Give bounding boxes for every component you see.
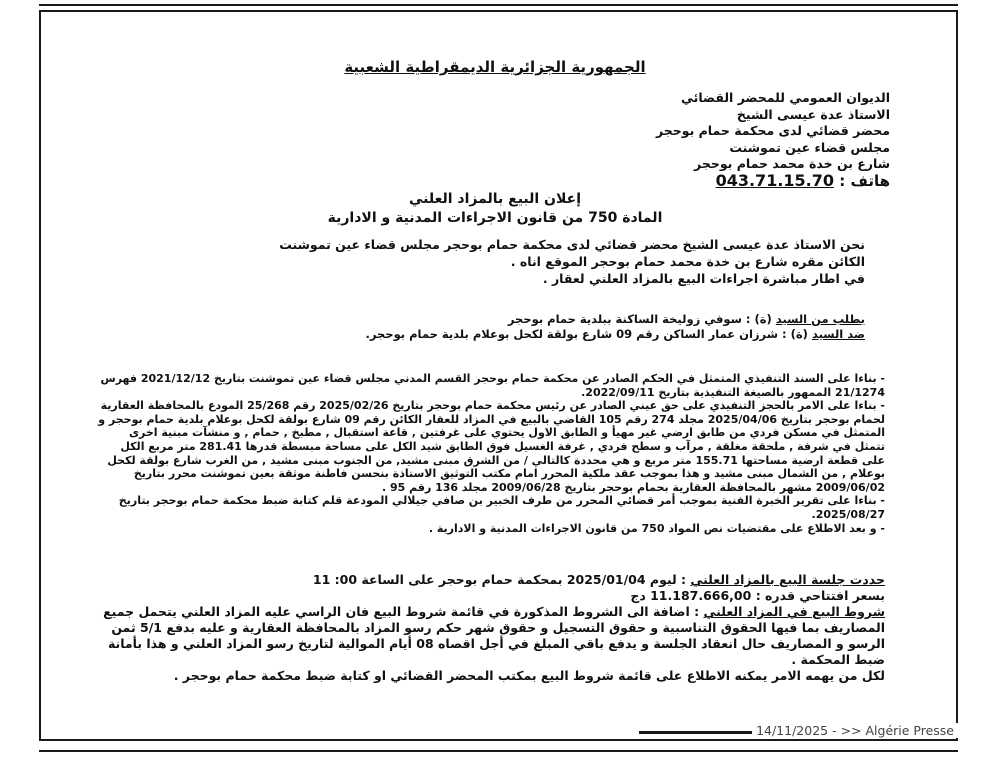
legal-basis-section <box>95 372 885 535</box>
legal-paragraph: - بناءا على تقرير الخبرة الفنية بموجب أمر قضائي المحرر من طرف الخبير بن صافي جيلالي المودعة قلم كتابة ضبط محكمة حمام بوحجر بتاريخ 2025/08/27. <box>118 494 885 521</box>
intro-line: نحن الاستاذ عدة عيسى الشيخ محضر قضائي لدى محكمة حمام بوحجر مجلس قضاء عين تموشنت <box>279 237 865 252</box>
announcement-header <box>95 190 895 228</box>
closing-note: لكل من يهمه الامر يمكنه الاطلاع على قائمة شروط البيع بمكتب المحضر القضائي او كتابة ضبط محكمة حمام بوحجر . <box>173 668 885 683</box>
bailiff-office-block <box>630 90 890 189</box>
phone-number: 043.71.15.70 <box>715 170 835 190</box>
defendant-line <box>185 327 865 342</box>
session-text: : ليوم 2025/01/04 بمحكمة حمام بوحجر على الساعة 00: 11 <box>312 572 687 587</box>
office-line: شارع بن خدة محمد حمام بوحجر <box>694 156 890 171</box>
announcement-title: إعلان البيع بالمزاد العلني <box>408 191 581 207</box>
office-line: الاستاذ عدة عيسى الشيخ <box>736 106 890 122</box>
office-line: الديوان العمومي للمحضر القضائي <box>681 90 890 105</box>
legal-paragraph: - بناءا على الامر بالحجز التنفيذي على حق عيني الصادر عن رئيس محكمة حمام بوحجر بتاريخ 2025/02/26 رقم 25/268 المودع بالمحافظة العقارية لحمام بوحجر بتاريخ 2025/04/06 مجلد 274 رقم 105 القاضي بالبيع في المزاد للعقار الكائن رقم 09 شارع بولقة لكحل بوعلام بلدية حمام بوحجر و المتمثل في مسكن فردي من طابق ارضي غير مهيأ و الطابق الاول يحتوي على غرفتين , قاعة استقبال , مطبخ , حمام , و منشآت مبنية اخرى تتمثل في شرفة , ملحقة مغلقة , مرآب و سطح فردي , غرفة الغسيل فوق الطابق شيد الكل على مساحة مبسطة قدرها 281.41 متر مربع الكل على قطعة ارضية مساحتها 155.71 متر مربع و هي محددة كالتالي / من الشرق مبنى مشيد, من الجنوب مبنى مشيد , من الغرب شارع بولقة لكحل بوعلام , من الشمال مبنى مشيد و هذا بموجب عقد ملكية المحرر امام مكتب التوثيق الاستاذة بنحسن فاطنة موثقة بعين تموشنت محرر بتاريخ 2009/06/02 مشهر بالمحافظة العقارية بحمام بوحجر بتاريخ 2009/06/28 مجلد 136 رقم 95 . <box>98 399 885 494</box>
top-border <box>39 0 958 6</box>
terms-text: : اضافة الى الشروط المذكورة في قائمة شروط البيع فان الراسي عليه المزاد العلني يتحمل جميع المصاريف بما فيها الحقوق التناسبية و حقوق التسجيل و حقوق شهر حكم رسو المزاد بالمحافظة العقارية و عليه بدفع 5/1 ثمن الرسو و المصاريف حال انعقاد الجلسة و يدفع باقي المبلغ في أجل اقصاه 08 أيام الموالية لتاريخ رسو المزاد العلني و هذا بأمانة ضبط المحكمة . <box>103 604 885 667</box>
terms-label: شروط البيع في المزاد العلني <box>703 604 885 619</box>
plaintiff-label: بطلب من السيد <box>775 312 865 326</box>
legal-notice <box>95 50 895 683</box>
phone-line <box>630 170 890 190</box>
parties-block <box>185 312 865 342</box>
auction-details <box>95 572 885 684</box>
opening-price: بسعر افتتاحي قدره : 11.187.666,00 دج <box>630 588 885 603</box>
legal-paragraph: - و بعد الاطلاع على مقتضيات نص المواد 750 من قانون الاجراءات المدنية و الادارية . <box>428 521 885 535</box>
intro-line: في اطار مباشرة اجراءات البيع بالمزاد العلني لعقار . <box>542 271 865 286</box>
page-title: الجمهورية الجزائرية الديمقراطية الشعبية <box>344 58 646 76</box>
phone-label: هاتف : <box>839 171 890 190</box>
announcement-subtitle: المادة 750 من قانون الاجراءات المدنية و الادارية <box>327 210 663 226</box>
plaintiff-line <box>185 312 865 327</box>
session-line <box>95 572 885 588</box>
intro-line: الكائن مقره شارع بن خدة محمد حمام بوحجر الموقع اناه . <box>510 254 865 269</box>
plaintiff-text: (ة) : سوفي زوليخة الساكنة ببلدية حمام بوحجر <box>507 312 772 326</box>
bottom-border <box>39 750 958 766</box>
office-line: مجلس قضاء عين تموشنت <box>729 139 890 155</box>
intro-paragraph <box>165 236 865 287</box>
legal-paragraph: - بناءا على السند التنفيذي المتمثل في الحكم الصادر عن محكمة حمام بوحجر القسم المدني مجلس قضاء عين تموشنت بتاريخ 2021/12/12 فهرس 21/1274 الممهور بالصيغة التنفيذية بتاريخ 2022/09/11. <box>100 372 885 399</box>
office-line: محضر قضائي لدى محكمة حمام بوحجر <box>655 123 890 138</box>
session-label: حددت جلسة البيع بالمزاد العلني <box>690 572 885 587</box>
publication-footer: 14/11/2025 - >> Algérie Presse <box>752 723 958 738</box>
defendant-text: (ة) : شرزان عمار الساكن رقم 09 شارع بولقة لكحل بوعلام بلدية حمام بوحجر. <box>365 327 808 341</box>
terms-line <box>95 604 885 668</box>
defendant-label: ضد السيد <box>811 327 865 341</box>
